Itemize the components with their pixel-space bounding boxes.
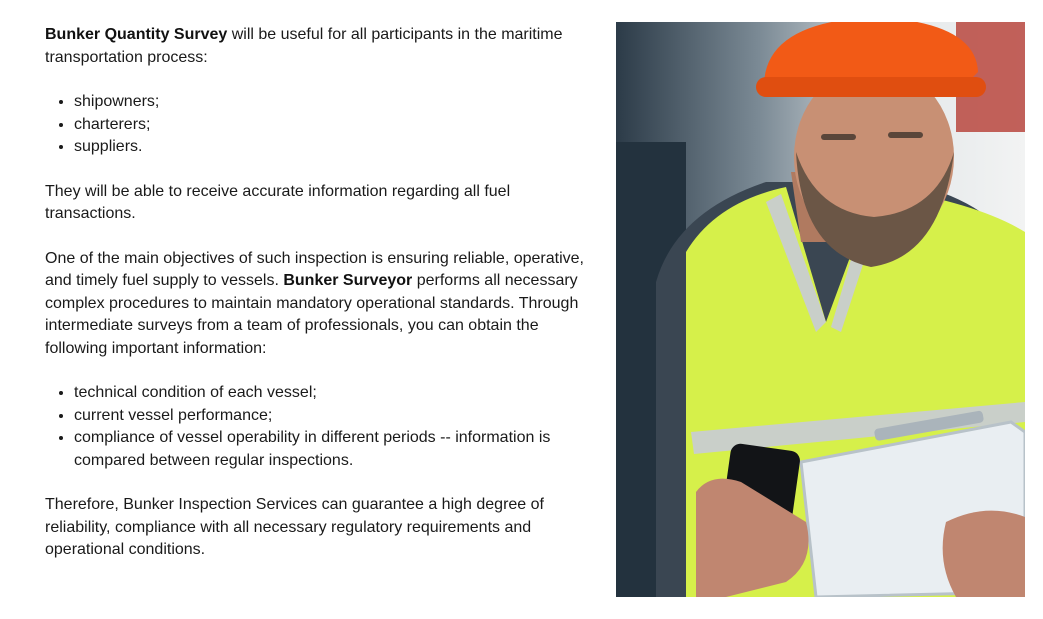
list-item: • current vessel performance; [74, 405, 585, 428]
list-item: • compliance of vessel operability in different periods -- information is compared between regular inspections. [74, 427, 585, 472]
participants-list [45, 91, 585, 159]
intro-paragraph [45, 24, 585, 69]
list-item: • suppliers. [74, 136, 585, 159]
list-item: • technical condition of each vessel; [74, 382, 585, 405]
intro-strong: Bunker Quantity Survey [45, 26, 228, 43]
inspector-photo [616, 22, 1025, 597]
article-text [45, 24, 585, 584]
inspector-illustration [616, 22, 1025, 597]
eyebrow-shape [888, 132, 923, 138]
eyebrow-shape [821, 134, 856, 140]
objectives-text-1: One of the main objectives of such inspection is ensuring reliable, operative, and timely fuel supply to vessels. [45, 249, 584, 289]
conclusion-paragraph: Therefore, Bunker Inspection Services can guarantee a high degree of reliability, compliance with all necessary regulatory requirements and operational conditions. [45, 496, 544, 558]
objectives-text-2: performs all necessary complex procedures to maintain mandatory operational standards. Through intermediate surveys from a team of professionals, you can obtain the following important information: [45, 272, 579, 357]
list-item: • shipowners; [74, 91, 585, 114]
objectives-strong: Bunker Surveyor [283, 272, 413, 289]
transactions-paragraph: They will be able to receive accurate information regarding all fuel transactions. [45, 182, 511, 222]
helmet-brim [756, 77, 986, 97]
hand-shape [943, 511, 1025, 597]
list-item: • charterers; [74, 114, 585, 137]
info-list [45, 382, 585, 472]
intro-text: will be useful for all participants in the maritime transportation process: [45, 26, 563, 66]
objectives-paragraph [45, 248, 585, 361]
